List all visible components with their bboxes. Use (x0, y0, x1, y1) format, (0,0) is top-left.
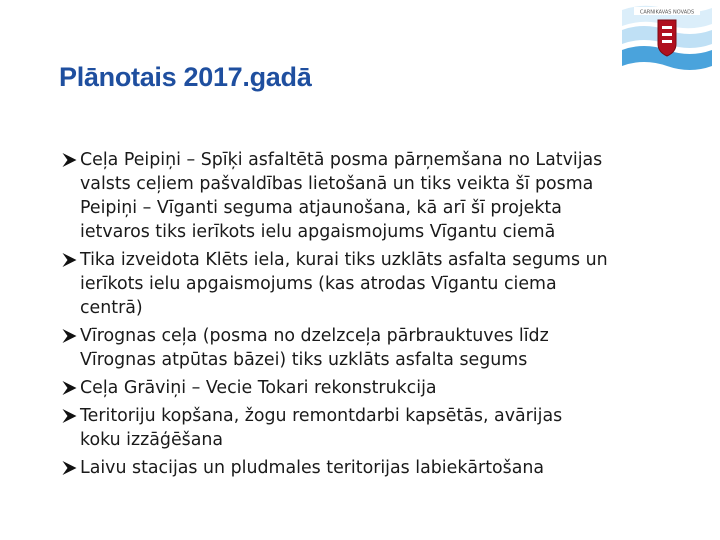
svg-text:CARNIKAVAS NOVADS: CARNIKAVAS NOVADS (639, 9, 695, 16)
list-item (59, 324, 699, 372)
bullet-text: Laivu stacijas un pludmales teritorijas labiekārtošana (80, 458, 545, 478)
list-item (59, 456, 699, 480)
list-item (59, 148, 699, 244)
arrow-bullet-icon (59, 408, 80, 424)
list-item (59, 248, 699, 320)
municipality-logo (620, 0, 714, 76)
bullet-text: Tika izveidota Klēts iela, kurai tiks uzklāts asfalta segums un ierīkots ielu apgaismojums (kas atrodas Vīgantu ciema centrā) (80, 250, 608, 318)
arrow-bullet-icon (59, 380, 80, 396)
arrow-bullet-icon (59, 460, 80, 476)
bullet-text: Ceļa Grāviņi – Vecie Tokari rekonstrukcija (80, 378, 437, 398)
list-item (59, 404, 699, 452)
list-item (59, 376, 699, 400)
arrow-bullet-icon (59, 252, 80, 268)
slide-title: Plānotais 2017.gadā (59, 62, 312, 92)
bullet-list (59, 148, 699, 484)
arrow-bullet-icon (59, 152, 80, 168)
bullet-text: Ceļa Peipiņi – Spīķi asfaltētā posma pārņemšana no Latvijas valsts ceļiem pašvaldības lietošanā un tiks veikta šī posma Peipiņi – Vīganti seguma atjaunošana, kā arī šī projekta ietvaros tiks ierīkots ielu apgaismojums Vīgantu ciemā (80, 150, 603, 242)
bullet-text: Vīrognas ceļa (posma no dzelzceļa pārbrauktuves līdz Vīrognas atpūtas bāzei) tiks uzklāts asfalta segums (80, 326, 549, 370)
arrow-bullet-icon (59, 328, 80, 344)
bullet-text: Teritoriju kopšana, žogu remontdarbi kapsētās, avārijas koku izzāģēšana (80, 406, 563, 450)
